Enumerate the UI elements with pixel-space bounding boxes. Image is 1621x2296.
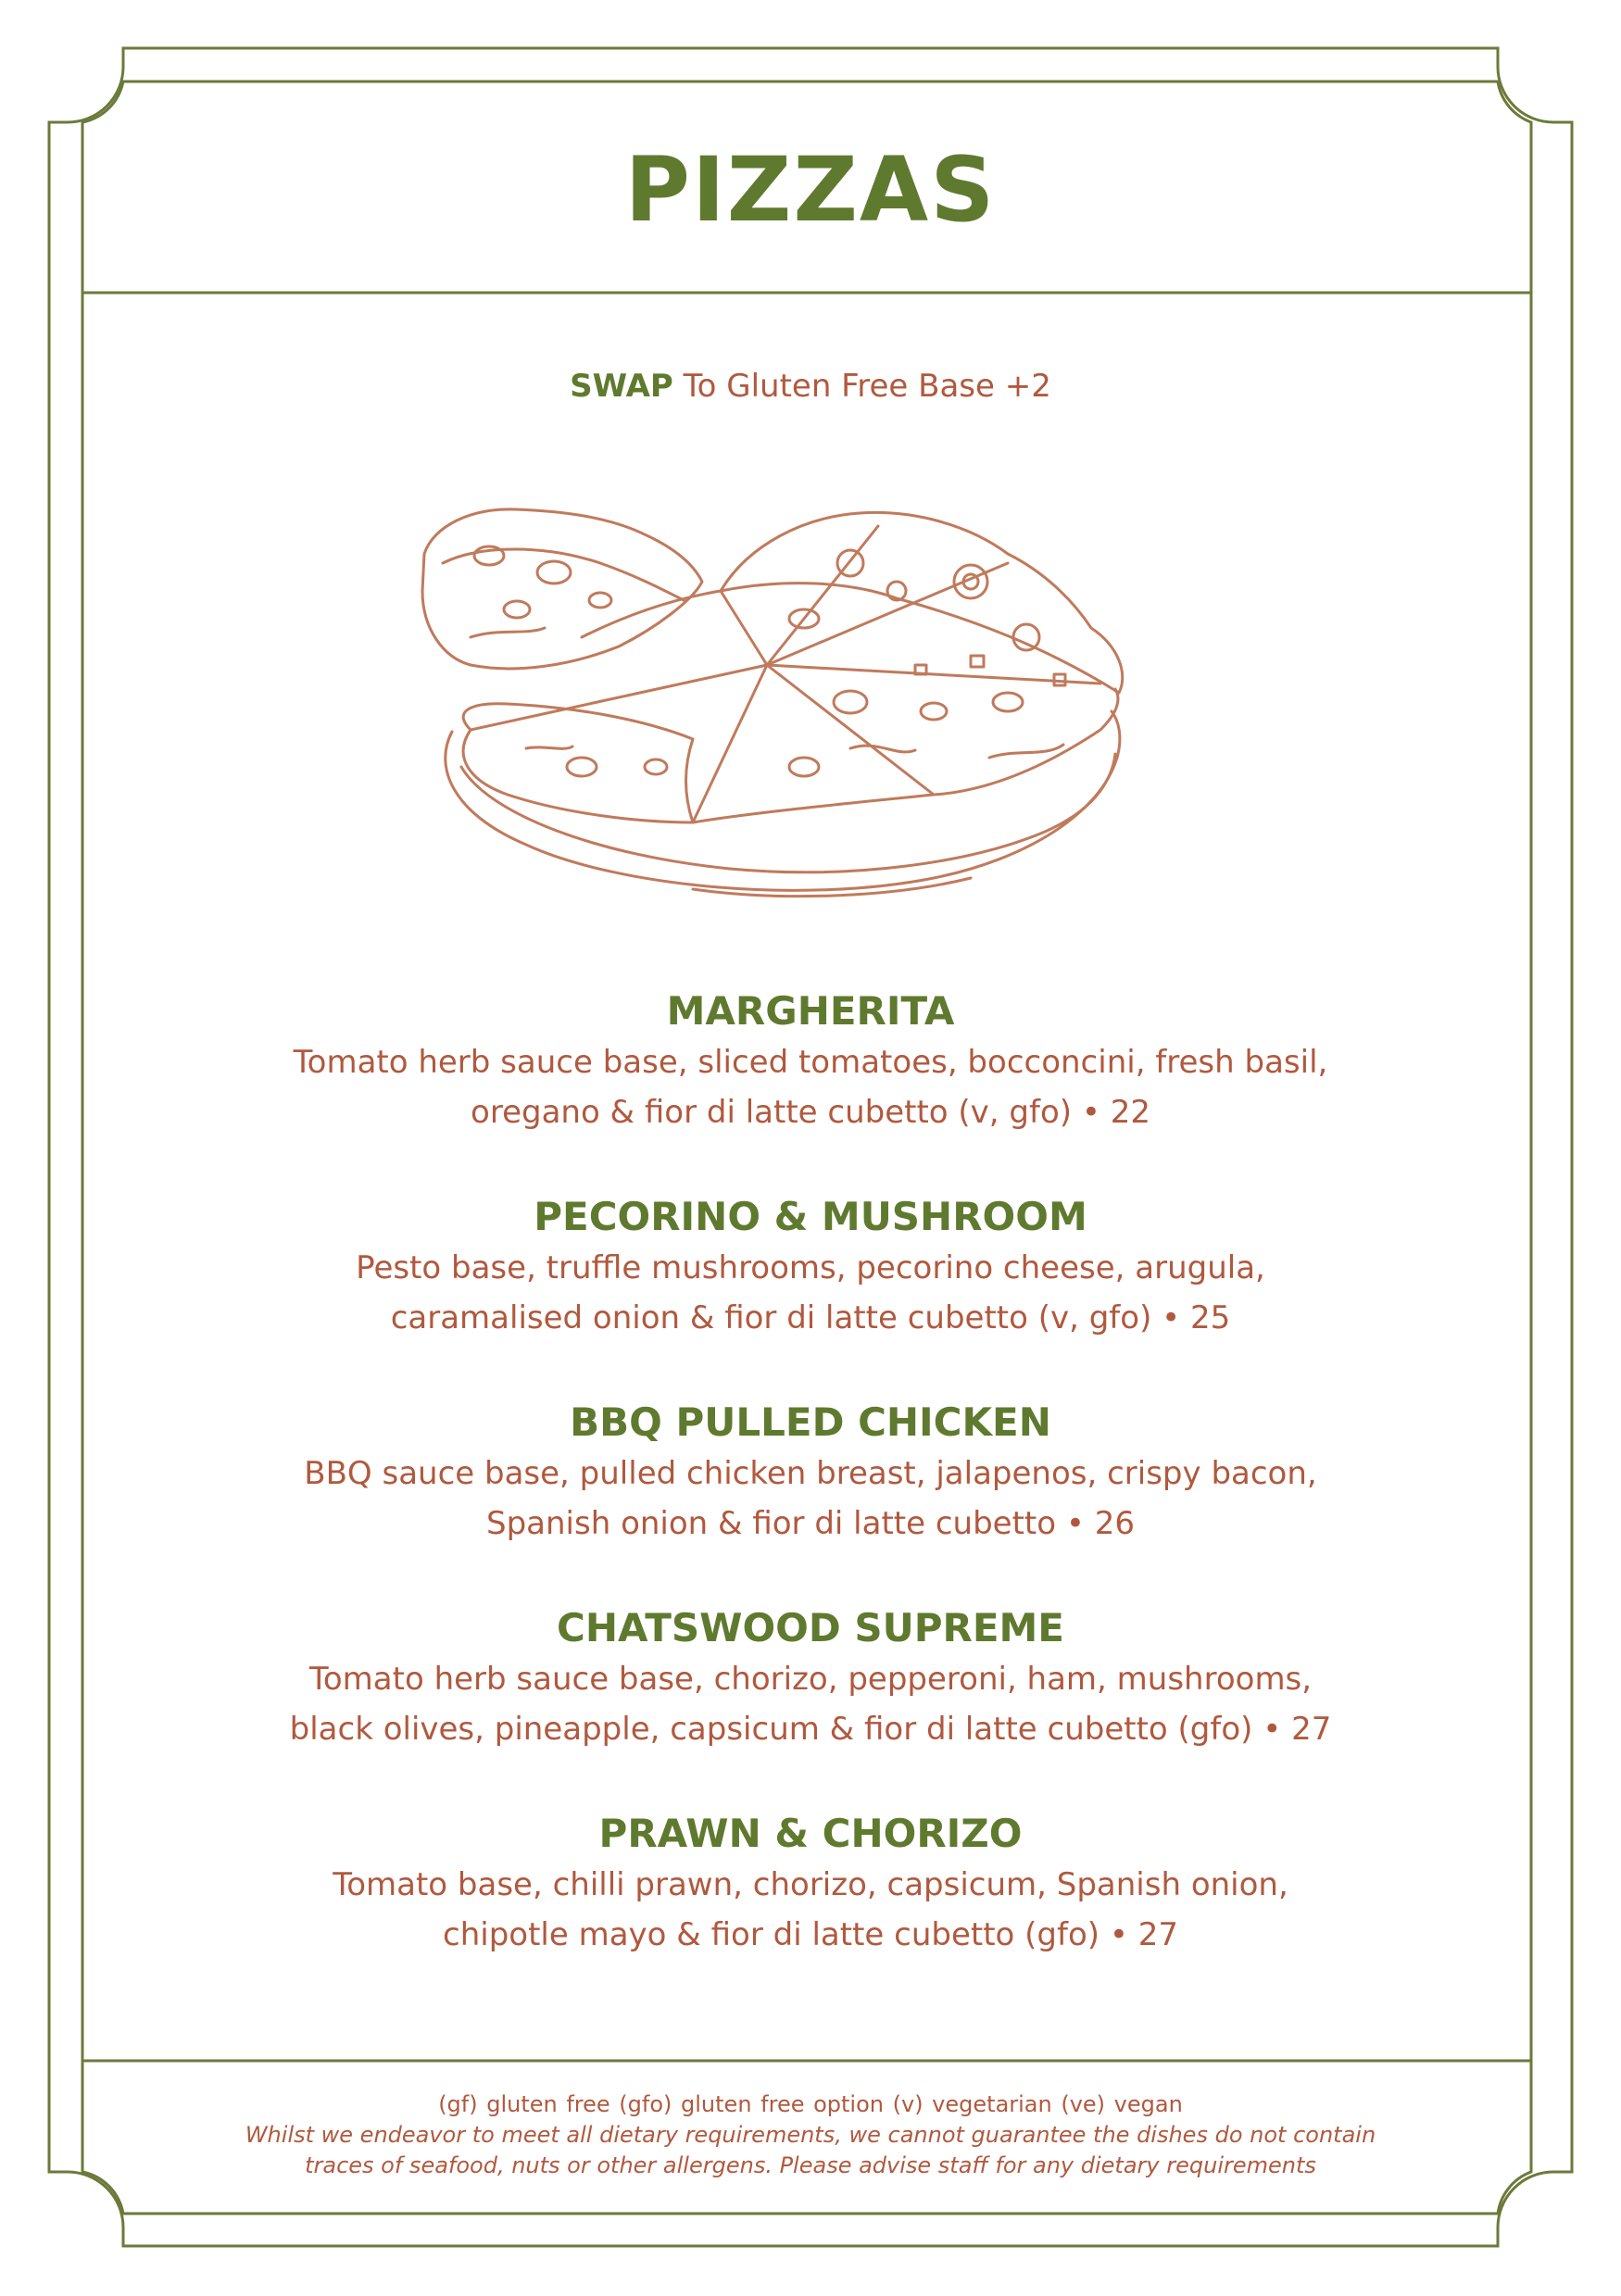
menu-item-name: MARGHERITA xyxy=(666,988,955,1034)
allergen-disclaimer: Whilst we endeavor to meet all dietary requirements, we cannot guarantee the dishes do not contain xyxy=(245,2122,1376,2148)
menu-item xyxy=(0,1603,1621,1809)
swap-text: To Gluten Free Base +2 xyxy=(672,368,1051,405)
menu-item-description: Tomato herb sauce base, sliced tomatoes, bocconcini, fresh basil, xyxy=(293,1044,1328,1081)
dietary-footer xyxy=(0,2089,1621,2181)
menu-item xyxy=(0,1192,1621,1398)
menu-item-name: CHATSWOOD SUPREME xyxy=(557,1605,1064,1650)
menu-item xyxy=(0,986,1621,1192)
menu-item-description: Pesto base, truffle mushrooms, pecorino cheese, arugula, xyxy=(356,1249,1265,1286)
page-title: PIZZAS xyxy=(624,138,997,242)
swap-label: SWAP xyxy=(570,368,673,405)
menu-item-description: oregano & fior di latte cubetto (v, gfo) • 22 xyxy=(471,1094,1150,1131)
gluten-free-swap-note xyxy=(0,366,1621,407)
menu-item-description: caramalised onion & fior di latte cubetto (v, gfo) • 25 xyxy=(390,1299,1231,1336)
pizza-menu-list xyxy=(0,986,1621,2014)
menu-item-description: Tomato base, chilli prawn, chorizo, capsicum, Spanish onion, xyxy=(333,1866,1288,1903)
menu-item xyxy=(0,1398,1621,1603)
pizza-sketch-icon xyxy=(415,489,1152,908)
menu-item-name: PRAWN & CHORIZO xyxy=(598,1811,1023,1856)
menu-item-name: PECORINO & MUSHROOM xyxy=(534,1194,1087,1239)
menu-item xyxy=(0,1809,1621,2014)
menu-item-description: Spanish onion & fior di latte cubetto • 26 xyxy=(486,1505,1135,1542)
menu-item-description: black olives, pineapple, capsicum & fior di latte cubetto (gfo) • 27 xyxy=(289,1711,1332,1748)
menu-item-description: BBQ sauce base, pulled chicken breast, jalapenos, crispy bacon, xyxy=(304,1455,1317,1492)
menu-item-description: chipotle mayo & fior di latte cubetto (gfo) • 27 xyxy=(443,1916,1178,1953)
menu-item-name: BBQ PULLED CHICKEN xyxy=(570,1399,1051,1445)
allergen-disclaimer: traces of seafood, nuts or other allergens. Please advise staff for any dietary requirements xyxy=(305,2152,1316,2178)
dietary-legend: (gf) gluten free (gfo) gluten free option (v) vegetarian (ve) vegan xyxy=(438,2091,1183,2117)
menu-item-description: Tomato herb sauce base, chorizo, pepperoni, ham, mushrooms, xyxy=(308,1661,1313,1698)
